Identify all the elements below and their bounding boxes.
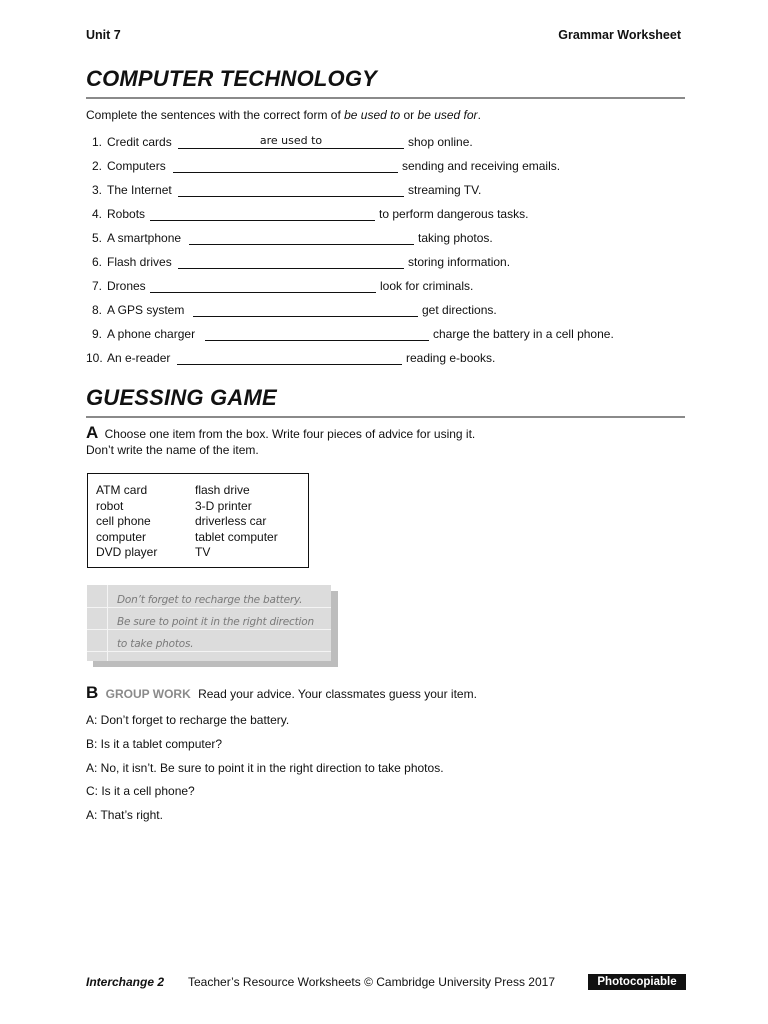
exercise-item-2 [0, 159, 768, 177]
section-title-guessing-game: GUESSING GAME [86, 385, 277, 410]
word-box-item: DVD player [96, 545, 158, 560]
word-box-item: ATM card [96, 483, 148, 497]
part-b-text: Read your advice. Your classmates guess your item. [198, 687, 477, 701]
exercise-item-5 [0, 231, 768, 249]
part-a-line-2: Don’t write the name of the item. [86, 443, 259, 457]
item-text-after: charge the battery in a cell phone. [433, 327, 614, 341]
word-box-item: robot [96, 498, 124, 513]
section-divider [86, 97, 685, 99]
exercise-item-3 [0, 183, 768, 201]
worksheet-label: Grammar Worksheet [558, 28, 681, 42]
word-box-column-2 [195, 483, 278, 561]
answer-blank[interactable] [177, 364, 402, 365]
group-work-label: GROUP WORK [105, 687, 191, 701]
word-box-column-1 [96, 483, 157, 561]
answer-blank[interactable] [193, 316, 418, 317]
dialogue-line-5: A: That’s right. [86, 808, 163, 822]
instruction-term-2: be used for [417, 108, 478, 122]
instruction-text-end: . [477, 108, 481, 122]
item-text-before: An e-reader [107, 351, 171, 365]
item-text-after: get directions. [422, 303, 497, 317]
item-text-before: A smartphone [107, 231, 182, 245]
item-number: 2. [92, 159, 103, 173]
exercise-item-9 [0, 327, 768, 345]
word-box-item: flash drive [195, 483, 250, 497]
section-title-computer-technology: COMPUTER TECHNOLOGY [86, 66, 378, 91]
part-a-line-1: Choose one item from the box. Write four pieces of advice for using it. [104, 427, 476, 441]
exercise-item-1 [0, 135, 768, 153]
item-text-after: storing information. [408, 255, 511, 269]
item-number: 8. [92, 303, 103, 317]
item-number: 6. [92, 255, 103, 269]
part-a-instruction [86, 425, 475, 458]
footer-credit: Teacher’s Resource Worksheets © Cambridge University Press 2017 [188, 975, 555, 989]
handwritten-answer: are used to [259, 134, 323, 147]
word-box-item: tablet computer [195, 529, 278, 544]
section1-instruction [86, 108, 481, 122]
instruction-term-1: be used to [344, 108, 401, 122]
note-line-3: to take photos. [117, 638, 194, 650]
part-b-letter: B [86, 683, 99, 702]
item-number: 9. [92, 327, 103, 341]
item-text-after: look for criminals. [380, 279, 474, 293]
word-box-item: TV [195, 545, 211, 560]
dialogue-line-2: B: Is it a tablet computer? [86, 737, 223, 751]
instruction-text-mid: or [400, 108, 418, 122]
item-text-before: Flash drives [107, 255, 172, 269]
answer-blank[interactable] [150, 220, 375, 221]
word-box-item: driverless car [195, 514, 267, 529]
word-box-item: 3-D printer [195, 498, 252, 513]
section-divider [86, 416, 685, 418]
answer-blank[interactable] [189, 244, 414, 245]
item-number: 3. [92, 183, 103, 197]
part-b-instruction [86, 683, 477, 703]
item-text-after: reading e-books. [406, 351, 496, 365]
word-box-item: cell phone [96, 514, 151, 529]
answer-blank[interactable] [178, 148, 404, 149]
item-number: 10. [86, 351, 103, 365]
item-text-before: Robots [107, 207, 146, 221]
dialogue-line-1: A: Don’t forget to recharge the battery. [86, 713, 290, 727]
note-margin-line [107, 585, 108, 661]
item-text-after: sending and receiving emails. [402, 159, 561, 173]
item-number: 5. [92, 231, 103, 245]
item-number: 4. [92, 207, 103, 221]
answer-blank[interactable] [205, 340, 429, 341]
item-text-before: Computers [107, 159, 166, 173]
word-box [87, 473, 309, 568]
exercise-item-10 [0, 351, 768, 369]
footer-brand: Interchange 2 [86, 975, 165, 989]
answer-blank[interactable] [178, 268, 404, 269]
exercise-item-4 [0, 207, 768, 225]
advice-note-card [87, 585, 331, 661]
note-line-1: Don’t forget to recharge the battery. [117, 594, 303, 606]
note-ruled-line [87, 629, 331, 630]
exercise-item-8 [0, 303, 768, 321]
item-text-after: streaming TV. [408, 183, 482, 197]
answer-blank[interactable] [178, 196, 404, 197]
item-number: 1. [92, 135, 103, 149]
exercise-item-7 [0, 279, 768, 297]
photocopiable-badge: Photocopiable [588, 974, 686, 990]
word-box-item: computer [96, 529, 147, 544]
part-a-letter: A [86, 423, 99, 442]
answer-blank[interactable] [150, 292, 376, 293]
dialogue-line-4: C: Is it a cell phone? [86, 784, 195, 798]
item-text-before: A GPS system [107, 303, 185, 317]
instruction-text: Complete the sentences with the correct form of [86, 108, 345, 122]
unit-label: Unit 7 [86, 28, 121, 42]
note-ruled-line [87, 651, 331, 652]
dialogue-line-3: A: No, it isn’t. Be sure to point it in the right direction to take photos. [86, 761, 444, 775]
item-text-before: Credit cards [107, 135, 172, 149]
item-text-after: shop online. [408, 135, 473, 149]
answer-blank[interactable] [173, 172, 398, 173]
item-number: 7. [92, 279, 103, 293]
note-line-2: Be sure to point it in the right direction [117, 616, 314, 628]
item-text-after: taking photos. [418, 231, 493, 245]
item-text-before: A phone charger [107, 327, 196, 341]
item-text-after: to perform dangerous tasks. [379, 207, 529, 221]
item-text-before: The Internet [107, 183, 172, 197]
item-text-before: Drones [107, 279, 146, 293]
exercise-item-6 [0, 255, 768, 273]
note-ruled-line [87, 607, 331, 608]
